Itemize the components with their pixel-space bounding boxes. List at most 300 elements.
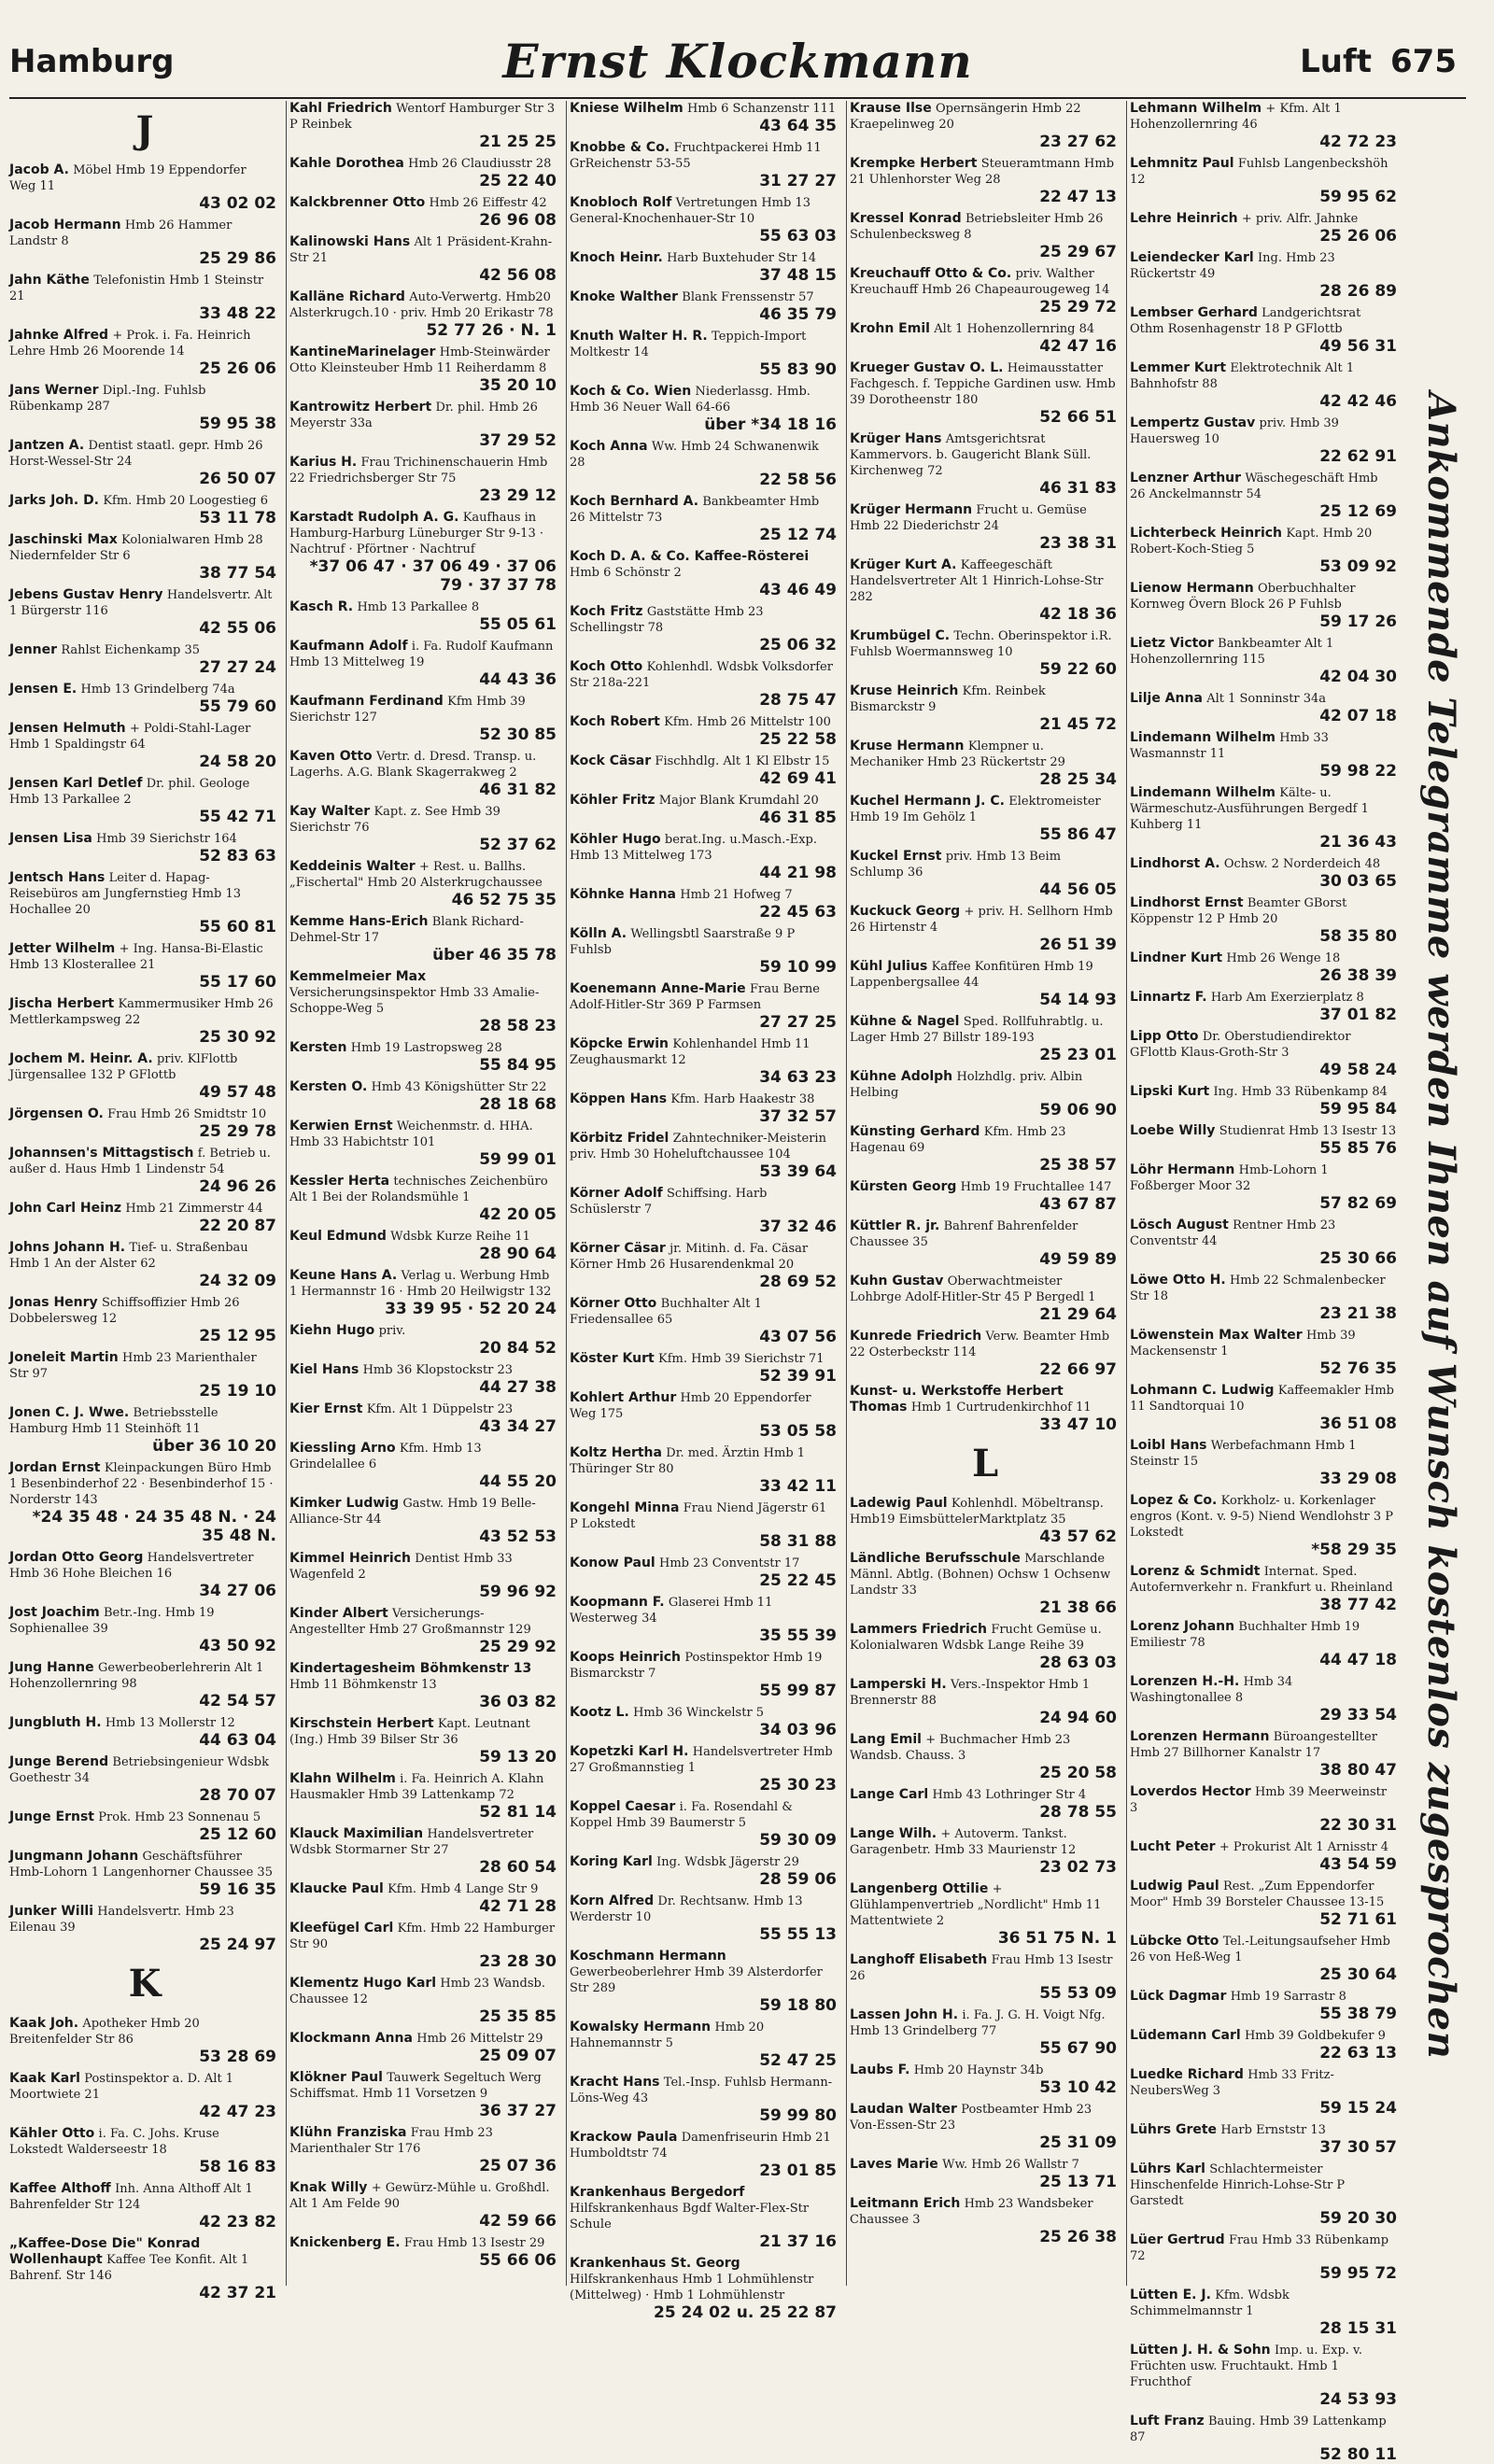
entry-details: Bankbeamter Alt 1 Hohenzollernring 115	[1130, 637, 1334, 667]
phone-number: 43 34 27	[479, 1417, 557, 1436]
phone-number: 25 26 06	[199, 359, 276, 378]
entry-details: Hmb 26 Claudiusstr 28	[408, 157, 552, 171]
directory-entry	[850, 2063, 1120, 2097]
entry-details: Kfm. Wdsbk Schimmelmannstr 1	[1130, 2288, 1290, 2318]
phone-number: 25 26 38	[1039, 2228, 1117, 2246]
entry-name: Krankenhaus St. Georg	[570, 2256, 740, 2271]
entry-name: Lorenzen H.-H.	[1130, 1674, 1240, 1689]
phone-number: 46 31 82	[479, 781, 557, 799]
entry-name: Knuth Walter H. R.	[570, 329, 708, 344]
directory-entry	[850, 1384, 1120, 1434]
entry-name: Kongehl Minna	[570, 1500, 680, 1515]
entry-name: Kürsten Georg	[850, 1179, 957, 1194]
phone-number: 29 33 54	[1319, 1706, 1397, 1725]
entry-name: Jonas Henry	[9, 1295, 98, 1310]
entry-name: Köster Kurt	[570, 1351, 655, 1366]
entry-name: Jonen C. J. Wwe.	[9, 1405, 130, 1420]
entry-details: Hmb 21 Zimmerstr 44	[125, 1202, 263, 1216]
entry-name: Kressel Konrad	[850, 211, 962, 226]
entry-details: Fruchtpackerei Hmb 11 GrReichenstr 53-55	[570, 141, 822, 171]
entry-name: Lück Dagmar	[1130, 1989, 1227, 2004]
directory-entry	[850, 1826, 1120, 1877]
phone-number: 26 38 39	[1319, 966, 1397, 985]
entry-name: Jung Hanne	[9, 1660, 94, 1675]
entry-details: Verw. Beamter Hmb 22 Osterbeckstr 114	[850, 1330, 1110, 1359]
phone-number: 28 78 55	[1039, 1803, 1117, 1822]
column-divider	[566, 101, 567, 2286]
directory-entry	[850, 1732, 1120, 1782]
directory-entry	[289, 2180, 560, 2231]
entry-details: Prok. Hmb 23 Sonnenau 5	[98, 1810, 261, 1824]
entry-details: Imp. u. Exp. v. Früchten usw. Fruchtaukt. Hmb 1 Fruchthof	[1130, 2344, 1362, 2389]
directory-entry	[1130, 2232, 1401, 2283]
entry-details: Bauing. Hmb 39 Lattenkamp 87	[1130, 2415, 1387, 2444]
directory-entry	[850, 557, 1120, 624]
entry-name: Kaufmann Adolf	[289, 639, 408, 654]
phone-number: 28 26 89	[1319, 282, 1397, 301]
phone-number: 28 60 54	[479, 1858, 557, 1877]
phone-number: 58 16 83	[199, 2158, 276, 2176]
entry-name: Johannsen's Mittagstisch	[9, 1146, 194, 1161]
entry-name: Jacob Hermann	[9, 218, 121, 232]
directory-entry	[1130, 101, 1401, 151]
entry-name: Koschmann Hermann	[570, 1949, 726, 1964]
entry-name: Kohlert Arthur	[570, 1390, 677, 1405]
entry-name: Koopmann F.	[570, 1595, 665, 1610]
entry-details: Ww. Hmb 26 Wallstr 7	[942, 2158, 1079, 2172]
directory-entry	[289, 455, 560, 505]
phone-number: über 46 35 78	[432, 946, 557, 964]
entry-details: Kfm. Alt 1 Düppelstr 23	[366, 1402, 514, 1416]
phone-number: 42 07 18	[1319, 707, 1397, 725]
directory-column-5	[1130, 101, 1401, 2464]
directory-entry	[9, 2016, 280, 2066]
directory-entry	[9, 1146, 280, 1196]
directory-entry	[570, 384, 840, 434]
entry-details: Hmb 26 Wenge 18	[1226, 951, 1341, 965]
directory-entry	[570, 1595, 840, 1645]
directory-entry	[289, 1229, 560, 1263]
phone-number: 55 17 60	[199, 973, 276, 992]
entry-name: Jensen E.	[9, 682, 78, 697]
entry-name: Koch Robert	[570, 714, 660, 729]
entry-name: Lipski Kurt	[1130, 1084, 1210, 1099]
directory-entry	[289, 400, 560, 450]
directory-entry	[1130, 1784, 1401, 1835]
entry-details: Niederlassg. Hmb. Hmb 36 Neuer Wall 64-66	[570, 385, 810, 415]
phone-number: 22 30 31	[1319, 1816, 1397, 1835]
entry-details: Fischhdlg. Alt 1 Kl Elbstr 15	[655, 754, 830, 768]
directory-entry	[1130, 1879, 1401, 1929]
phone-number: 42 59 66	[479, 2212, 557, 2231]
phone-number: 59 99 80	[759, 2106, 837, 2125]
phone-number: 25 06 32	[759, 636, 837, 655]
entry-details: Buchhalter Alt 1 Friedensallee 65	[570, 1297, 762, 1327]
entry-details: Zahntechniker-Meisterin priv. Hmb 30 Hoheluftchaussee 104	[570, 1132, 826, 1162]
entry-details: Hmb 23 Marienthaler Str 97	[9, 1351, 257, 1381]
directory-entry	[850, 849, 1120, 899]
directory-entry	[570, 439, 840, 489]
entry-name: Körbitz Fridel	[570, 1131, 669, 1146]
phone-number: 59 10 99	[759, 958, 837, 977]
entry-name: Loverdos Hector	[1130, 1784, 1251, 1799]
entry-name: Linnartz F.	[1130, 990, 1207, 1005]
entry-details: i. Fa. Rosendahl & Koppel Hmb 39 Baumerstr 5	[570, 1800, 793, 1830]
entry-name: Krueger Gustav O. L.	[850, 360, 1004, 375]
phone-number: 59 22 60	[1039, 660, 1117, 679]
entry-name: Jantzen A.	[9, 438, 85, 453]
phone-number: 25 29 67	[1039, 243, 1117, 261]
entry-details: Hmb 19 Fruchtallee 147	[960, 1180, 1112, 1194]
entry-name: Lehmann Wilhelm	[1130, 101, 1262, 116]
entry-details: Versicherungs-Angestellter Hmb 27 Großmannstr 129	[289, 1607, 531, 1637]
entry-name: Keune Hans A.	[289, 1268, 398, 1283]
entry-details: Techn. Oberinspektor i.R. Fuhlsb Woermannsweg 10	[850, 629, 1112, 659]
directory-entry	[1130, 1839, 1401, 1874]
directory-entry	[9, 273, 280, 323]
entry-details: Frau Niend Jägerstr 61 P Lokstedt	[570, 1501, 827, 1531]
entry-name: Krause Ilse	[850, 101, 932, 116]
directory-entry	[1130, 1029, 1401, 1079]
entry-name: Jordan Otto Georg	[9, 1550, 144, 1565]
phone-number: 55 86 47	[1039, 825, 1117, 844]
directory-entry	[9, 218, 280, 268]
directory-entry	[570, 1186, 840, 1236]
entry-details: Dr. phil. Geologe Hmb 13 Parkallee 2	[9, 777, 250, 807]
entry-details: Oberwachtmeister Lohbrge Adolf-Hitler-Str 45 P Bergedl 1	[850, 1274, 1096, 1304]
phone-number: 59 20 30	[1319, 2209, 1397, 2228]
phone-number: 55 99 87	[759, 1682, 837, 1700]
phone-number: 24 58 20	[199, 753, 276, 771]
entry-name: Lindhorst Ernst	[1130, 895, 1244, 910]
directory-entry	[9, 1809, 280, 1844]
phone-number: 25 23 01	[1039, 1046, 1117, 1064]
directory-entry	[850, 1179, 1120, 1214]
column-divider	[1126, 101, 1127, 2286]
entry-name: Koppel Caesar	[570, 1799, 676, 1814]
directory-entry	[850, 1329, 1120, 1379]
phone-number: 28 63 03	[1039, 1654, 1117, 1672]
entry-name: Lorenz & Schmidt	[1130, 1564, 1261, 1579]
directory-entry	[570, 1744, 840, 1795]
phone-number: *58 29 35	[1311, 1541, 1397, 1559]
directory-entry	[1130, 950, 1401, 985]
entry-name: Körner Cäsar	[570, 1241, 666, 1256]
phone-number: 43 52 53	[479, 1528, 557, 1546]
phone-number: 42 56 08	[479, 266, 557, 285]
entry-name: Kunrede Friedrich	[850, 1329, 982, 1344]
directory-entry	[9, 328, 280, 378]
directory-entry	[850, 683, 1120, 734]
entry-details: Frucht u. Gemüse Hmb 22 Diederichstr 24	[850, 503, 1087, 533]
entry-name: Kühl Julius	[850, 959, 928, 974]
directory-entry	[289, 1826, 560, 1877]
directory-entry	[570, 2075, 840, 2125]
phone-number: 25 12 95	[199, 1327, 276, 1345]
entry-details: Hmb 33 Fritz-NeubersWeg 3	[1130, 2068, 1334, 2098]
phone-number: 30 03 65	[1319, 872, 1397, 891]
directory-entry	[9, 1201, 280, 1235]
entry-details: Blank Richard-Dehmel-Str 17	[289, 915, 524, 945]
phone-number: 52 30 85	[479, 725, 557, 744]
entry-name: Kahle Dorothea	[289, 156, 404, 171]
entry-details: i. Fa. C. Johs. Kruse Lokstedt Walderseestr 18	[9, 2127, 219, 2157]
entry-name: Kiehn Hugo	[289, 1323, 375, 1338]
phone-number: 59 13 20	[479, 1748, 557, 1767]
directory-entry	[570, 2256, 840, 2322]
directory-entry	[9, 1051, 280, 1102]
entry-name: Lindemann Wilhelm	[1130, 730, 1276, 745]
phone-number: 55 85 76	[1319, 1139, 1397, 1158]
phone-number: 28 59 06	[759, 1870, 837, 1889]
entry-details: Kolonialwaren Hmb 28 Niedernfelder Str 6	[9, 533, 263, 563]
phone-number: 38 77 42	[1319, 1596, 1397, 1614]
entry-name: Koch Fritz	[570, 604, 643, 619]
entry-name: „Kaffee-Dose Die" Konrad Wollenhaupt	[9, 2236, 201, 2267]
entry-details: Leiter d. Hapag-Reisebüros am Jungfernstieg Hmb 13 Hochallee 20	[9, 871, 241, 917]
directory-entry	[9, 2181, 280, 2232]
phone-number: 49 59 89	[1039, 1250, 1117, 1269]
entry-details: Hmb 6 Schanzenstr 111	[687, 102, 837, 116]
directory-entry	[570, 494, 840, 544]
directory-entry	[9, 532, 280, 583]
entry-name: Koch Anna	[570, 439, 648, 454]
directory-entry	[1130, 1328, 1401, 1378]
directory-entry	[1130, 785, 1401, 852]
entry-name: Lehmnitz Paul	[1130, 156, 1234, 171]
phone-number: 49 57 48	[199, 1083, 276, 1102]
phone-number: 25 29 78	[199, 1122, 276, 1141]
entry-name: Lamperski H.	[850, 1677, 947, 1692]
directory-entry	[9, 1550, 280, 1600]
phone-number: 28 25 34	[1039, 770, 1117, 789]
entry-name: Jetter Wilhelm	[9, 941, 116, 956]
entry-details: Hmb 13 Grindelberg 74a	[80, 683, 235, 697]
phone-number: 43 67 87	[1039, 1195, 1117, 1214]
entry-details: Marschlande Männl. Abtlg. (Bohnen) Ochsw 1 Ochsenw Landstr 33	[850, 1552, 1111, 1598]
entry-details: Sped. Rollfuhrabtlg. u. Lager Hmb 27 Billstr 189-193	[850, 1015, 1104, 1045]
phone-number: 52 66 51	[1039, 408, 1117, 427]
directory-entry	[289, 101, 560, 151]
entry-name: Krempke Herbert	[850, 156, 978, 171]
phone-number: 44 47 18	[1319, 1651, 1397, 1669]
entry-details: Hmb 43 Königshütter Str 22	[371, 1080, 547, 1094]
entry-name: Klauck Maximilian	[289, 1826, 424, 1841]
phone-number: 37 29 52	[479, 431, 557, 450]
entry-name: Kirschstein Herbert	[289, 1716, 434, 1731]
phone-number: 59 06 90	[1039, 1101, 1117, 1119]
entry-details: Geschäftsführer Hmb-Lohorn 1 Langenhorner Chaussee 35	[9, 1850, 273, 1880]
entry-name: Knak Willy	[289, 2180, 368, 2195]
entry-name: Kindertagesheim Böhmkenstr 13	[289, 1661, 532, 1676]
phone-number: 25 30 64	[1319, 1965, 1397, 1984]
phone-number: 59 95 38	[199, 415, 276, 433]
directory-entry	[1130, 1989, 1401, 2023]
city-heading: Hamburg	[9, 43, 175, 80]
entry-details: Betriebsstelle Hamburg Hmb 11 Steinhöft 11	[9, 1406, 218, 1436]
entry-name: Jentsch Hans	[9, 870, 106, 885]
entry-details: Hmb 19 Lastropsweg 28	[350, 1041, 502, 1055]
entry-name: Korn Alfred	[570, 1894, 655, 1908]
entry-details: Frau Hmb 13 Isestr 29	[403, 2236, 545, 2250]
phone-number: 37 32 57	[759, 1107, 837, 1126]
directory-entry	[1130, 856, 1401, 891]
directory-entry	[9, 1405, 280, 1456]
entry-details: Betr.-Ing. Hmb 19 Sophienallee 39	[9, 1606, 215, 1636]
entry-name: Keddeinis Walter	[289, 859, 416, 874]
directory-entry	[9, 682, 280, 716]
phone-number: 46 52 75 35	[451, 891, 557, 909]
directory-entry	[850, 1274, 1120, 1324]
entry-name: Jebens Gustav Henry	[9, 587, 163, 602]
entry-details: f. Betrieb u. außer d. Haus Hmb 1 Lindenstr 54	[9, 1147, 271, 1176]
entry-details: Gewerbeoberlehrer Hmb 39 Alsterdorfer Str 289	[570, 1965, 823, 1995]
entry-details: Kammermusiker Hmb 26 Mettlerkampsweg 22	[9, 997, 274, 1027]
entry-name: Löhr Hermann	[1130, 1162, 1235, 1177]
entry-name: Lindhorst A.	[1130, 856, 1220, 871]
phone-number: 55 05 61	[479, 615, 557, 634]
directory-entry	[289, 969, 560, 1035]
directory-entry	[570, 195, 840, 246]
entry-details: Kfm. Hmb 20 Loogestieg 6	[103, 494, 268, 508]
section-letter: J	[135, 108, 154, 152]
entry-details: Hmb 39 Goldbekufer 9	[1244, 2029, 1386, 2043]
phone-number: 28 70 07	[199, 1786, 276, 1805]
directory-entry	[1130, 1493, 1401, 1559]
advertiser-logo: Ernst Klockmann	[502, 34, 973, 89]
entry-name: Keul Edmund	[289, 1229, 387, 1244]
directory-entry	[1130, 1674, 1401, 1725]
entry-details: Buchhalter Hmb 19 Emiliestr 78	[1130, 1620, 1360, 1650]
entry-name: Jungbluth H.	[9, 1715, 102, 1730]
entry-details: Frau Hmb 26 Smidtstr 10	[107, 1107, 267, 1121]
entry-details: Kapt. Leutnant (Ing.) Hmb 39 Bilser Str 36	[289, 1717, 530, 1747]
directory-entry	[289, 1401, 560, 1436]
phone-number: 21 45 72	[1039, 715, 1117, 734]
entry-details: + Prokurist Alt 1 Arnisstr 4	[1219, 1840, 1388, 1854]
directory-entry	[9, 870, 280, 936]
phone-number: 42 71 28	[479, 1897, 557, 1916]
entry-name: Laubs F.	[850, 2063, 910, 2077]
directory-entry	[9, 996, 280, 1047]
entry-details: Steueramtmann Hmb 21 Uhlenhorster Weg 28	[850, 157, 1115, 187]
phone-number: 21 36 43	[1319, 833, 1397, 852]
phone-number: 55 38 79	[1319, 2005, 1397, 2023]
entry-name: Kinder Albert	[289, 1606, 388, 1621]
entry-name: Krüger Kurt A.	[850, 557, 957, 572]
entry-name: Krackow Paula	[570, 2130, 678, 2145]
phone-number: 25 30 66	[1319, 1249, 1397, 1268]
entry-name: Lösch August	[1130, 1218, 1229, 1232]
phone-number: 36 51 75 N. 1	[997, 1929, 1117, 1948]
directory-entry	[850, 101, 1120, 151]
directory-entry	[289, 599, 560, 634]
entry-name: Löwe Otto H.	[1130, 1273, 1226, 1288]
directory-entry	[570, 1500, 840, 1551]
phone-number: 43 57 62	[1039, 1528, 1117, 1546]
phone-number: 25 07 36	[479, 2157, 557, 2175]
directory-entry	[9, 1754, 280, 1805]
entry-name: Kopetzki Karl H.	[570, 1744, 689, 1759]
entry-details: Fuhlsb Langenbeckshöh 12	[1130, 157, 1388, 187]
directory-entry	[570, 2020, 840, 2070]
phone-number: 55 84 95	[479, 1056, 557, 1075]
phone-number: 25 26 06	[1319, 227, 1397, 246]
directory-entry	[850, 431, 1120, 498]
directory-entry	[850, 2157, 1120, 2191]
entry-name: Kähler Otto	[9, 2126, 95, 2141]
entry-name: Leiendecker Karl	[1130, 250, 1254, 265]
entry-name: Kracht Hans	[570, 2075, 660, 2090]
entry-name: Laves Marie	[850, 2157, 938, 2172]
directory-entry	[850, 628, 1120, 679]
phone-number: 55 60 81	[199, 918, 276, 936]
entry-name: Klökner Paul	[289, 2070, 383, 2085]
entry-name: Lütten E. J.	[1130, 2288, 1211, 2302]
entry-name: Körner Adolf	[570, 1186, 663, 1201]
entry-details: Ing. Hmb 23 Rückertstr 49	[1130, 251, 1335, 281]
phone-number: 23 27 62	[1039, 133, 1117, 151]
phone-number: 34 03 96	[759, 1721, 837, 1739]
directory-entry	[289, 1268, 560, 1318]
entry-details: Frau Hmb 23 Marienthaler Str 176	[289, 2126, 493, 2156]
entry-details: Oberbuchhalter Kornweg Övern Block 26 P Fuhlsb	[1130, 582, 1356, 612]
phone-number: 36 37 27	[479, 2102, 557, 2120]
entry-details: Alt 1 Sonninstr 34a	[1206, 692, 1327, 706]
entry-name: Lorenz Johann	[1130, 1619, 1235, 1634]
phone-number: 25 22 40	[479, 172, 557, 190]
directory-entry	[570, 1556, 840, 1590]
directory-entry	[1130, 636, 1401, 686]
entry-name: Kalläne Richard	[289, 289, 405, 304]
entry-details: Gaststätte Hmb 23 Schellingstr 78	[570, 605, 764, 635]
phone-number: 25 29 86	[199, 249, 276, 268]
entry-name: Krüger Hermann	[850, 502, 973, 517]
entry-name: Jischa Herbert	[9, 996, 115, 1011]
phone-number: 59 95 62	[1319, 188, 1397, 206]
side-notice-text: Ankommende Telegramme werden Ihnen auf Wunsch kostenlos zugesprochen	[1419, 392, 1463, 2060]
phone-number: 52 77 26 · N. 1	[426, 321, 557, 340]
directory-entry	[850, 904, 1120, 954]
entry-name: Langenberg Ottilie	[850, 1881, 989, 1896]
range-label: Luft	[1300, 43, 1373, 80]
phone-number: 53 28 69	[199, 2048, 276, 2066]
directory-entry	[289, 1323, 560, 1358]
phone-number: 55 67 90	[1039, 2039, 1117, 2058]
entry-details: Weichenmstr. d. HHA. Hmb 33 Habichtstr 101	[289, 1119, 533, 1149]
directory-entry	[570, 250, 840, 285]
directory-entry	[289, 1079, 560, 1114]
phone-number: 46 31 85	[759, 809, 837, 827]
directory-entry	[850, 156, 1120, 206]
entry-name: Lindemann Wilhelm	[1130, 785, 1276, 800]
directory-entry	[9, 587, 280, 638]
entry-details: Holzhdlg. priv. Albin Helbing	[850, 1070, 1083, 1100]
phone-number: 21 29 64	[1039, 1305, 1117, 1324]
entry-name: Kaufmann Ferdinand	[289, 694, 444, 709]
directory-entry	[850, 2102, 1120, 2152]
entry-details: Hmb 1 Curtrudenkirchhof 11	[910, 1401, 1092, 1415]
entry-details: Rentner Hmb 23 Conventstr 44	[1130, 1218, 1336, 1248]
entry-details: priv. Hmb 39 Hauersweg 10	[1130, 416, 1339, 446]
entry-name: KantineMarinelager	[289, 345, 436, 359]
entry-details: Hmb 22 Schmalenbecker Str 18	[1130, 1274, 1386, 1303]
entry-name: Kasch R.	[289, 599, 354, 614]
directory-entry	[1130, 1383, 1401, 1433]
entry-details: Harb Am Exerzierplatz 8	[1210, 991, 1364, 1005]
entry-name: Kimker Ludwig	[289, 1496, 400, 1511]
directory-entry	[1130, 1273, 1401, 1323]
